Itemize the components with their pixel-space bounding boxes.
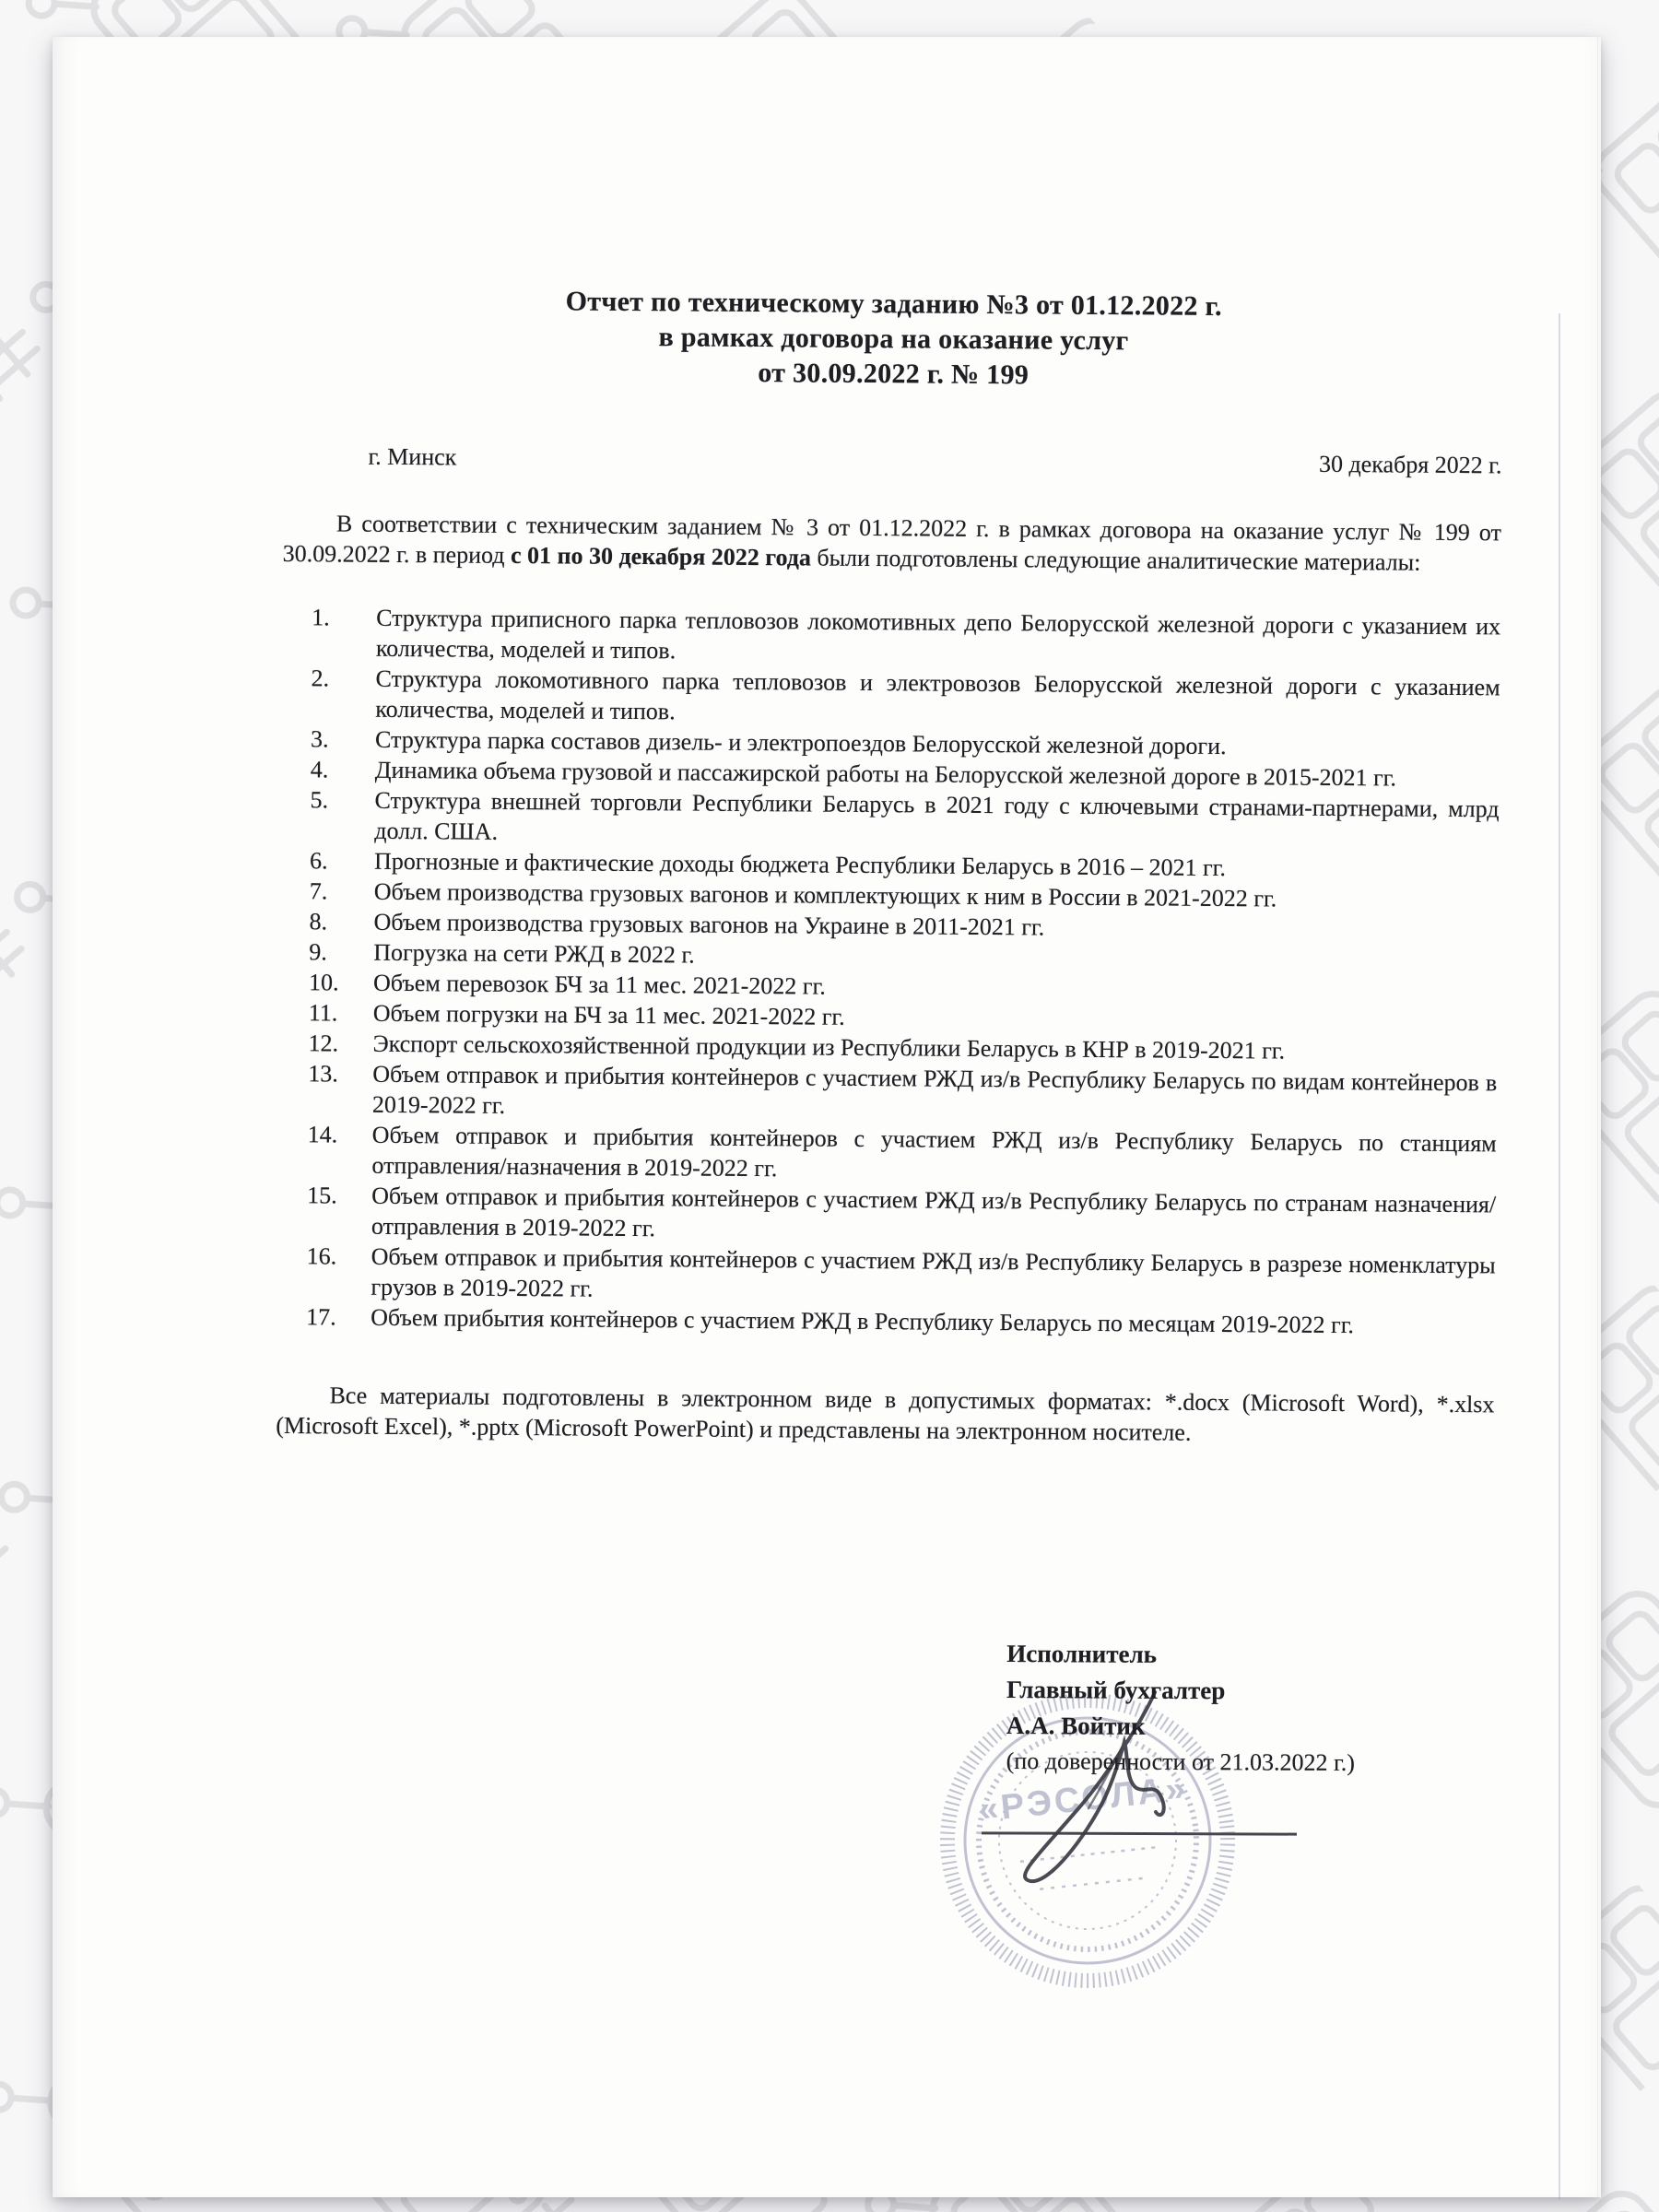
title-line-2: в рамках договора на оказание услуг [658, 322, 1129, 357]
list-item: Объем прибытия контейнеров с участием РЖД в Республику Беларусь по месяцам 2019-2022 гг. [371, 1303, 1355, 1339]
stamp-divider-2 [1040, 1878, 1144, 1889]
intro-paragraph [283, 508, 1501, 578]
list-item: Объем производства грузовых вагонов и комплектующих к ним в России в 2021-2022 гг. [373, 877, 1277, 912]
signer-proxy-note: (по доверенности от 21.03.2022 г.) [1006, 1747, 1355, 1776]
intro-text-after: были подготовлены следующие аналитические материалы: [810, 544, 1421, 576]
list-item: Объем перевозок БЧ за 11 мес. 2021-2022 гг. [372, 969, 826, 1000]
list-item: Структура внешней торговли Республики Беларусь в 2021 году с ключевыми странами-партнерами, млрд долл. США. [374, 786, 1500, 845]
closing-paragraph: Все материалы подготовлены в электронном виде в допустимых форматах: *.docx (Microsoft Word), *.xlsx (Microsoft Excel), *.pptx (Microsoft PowerPoint) и представлены на электронном носителе. [276, 1382, 1495, 1446]
signer-name: А.А. Войтик [1006, 1712, 1146, 1740]
document-date: 30 декабря 2022 г. [1318, 450, 1502, 479]
place-date-row [283, 441, 1501, 480]
signature-block [1006, 1636, 1356, 1781]
list-item: Объем погрузки на БЧ за 11 мес. 2021-2022 гг. [372, 999, 845, 1030]
list-item: Экспорт сельскохозяйственной продукции из Республики Беларусь в КНР в 2019-2021 гг. [372, 1030, 1286, 1065]
signer-role-title: Главный бухгалтер [1006, 1676, 1226, 1705]
title-line-1: Отчет по техническому заданию №3 от 01.12.2022 г. [565, 286, 1223, 322]
intro-text-before: В соответствии с техническим заданием № 3 от 01.12.2022 г. в рамках договора на оказание услуг № 199 от 30.09.2022 г. в период [282, 510, 1502, 569]
list-item: Объем отправок и прибытия контейнеров с участием РЖД из/в Республику Беларусь по станциям отправления/назначения в 2019-2022 гг. [371, 1121, 1497, 1182]
document-title [284, 282, 1503, 396]
list-item: Структура парка составов дизель- и электропоездов Белорусской железной дороги. [374, 725, 1227, 760]
list-item: Объем производства грузовых вагонов на Украине в 2011-2021 гг. [373, 908, 1045, 941]
stamp-divider [1020, 1847, 1158, 1862]
document-page [53, 37, 1601, 2197]
list-item: Прогнозные и фактические доходы бюджета Республики Беларусь в 2016 – 2021 гг. [373, 847, 1227, 882]
list-item: Погрузка на сети РЖД в 2022 г. [373, 938, 695, 969]
scan-artifact-streak-2 [1597, 37, 1598, 2197]
signer-role-executor: Исполнитель [1006, 1640, 1158, 1668]
title-line-3: от 30.09.2022 г. № 199 [758, 358, 1030, 391]
list-item: Объем отправок и прибытия контейнеров с участием РЖД из/в Республику Беларусь в разрезе номенклатуры грузов в 2019-2022 гг. [371, 1242, 1496, 1302]
intro-text-bold: с 01 по 30 декабря 2022 года [510, 541, 812, 571]
document-place: г. Минск [368, 442, 457, 471]
stamp-company-name: «РЭСОЛА» [976, 1769, 1190, 1830]
materials-list [306, 602, 1500, 1341]
list-item: Структура приписного парка тепловозов локомотивных депо Белорусской железной дороги с указанием их количества, моделей и типов. [375, 604, 1501, 665]
list-item: Динамика объема грузовой и пассажирской работы на Белорусской железной дороге в 2015-2021 гг. [374, 756, 1397, 792]
list-item: Объем отправок и прибытия контейнеров с участием РЖД из/в Республику Беларусь по видам контейнеров в 2019-2022 гг. [371, 1060, 1498, 1119]
list-item: Структура локомотивного парка тепловозов и электровозов Белорусской железной дороги с указанием количества, моделей и типов. [375, 665, 1500, 725]
list-item: Объем отправок и прибытия контейнеров с участием РЖД из/в Республику Беларусь по странам назначения/отправления в 2019-2022 гг. [371, 1182, 1497, 1242]
scan-artifact-streak [1559, 313, 1560, 2199]
document-body [276, 282, 1503, 1450]
